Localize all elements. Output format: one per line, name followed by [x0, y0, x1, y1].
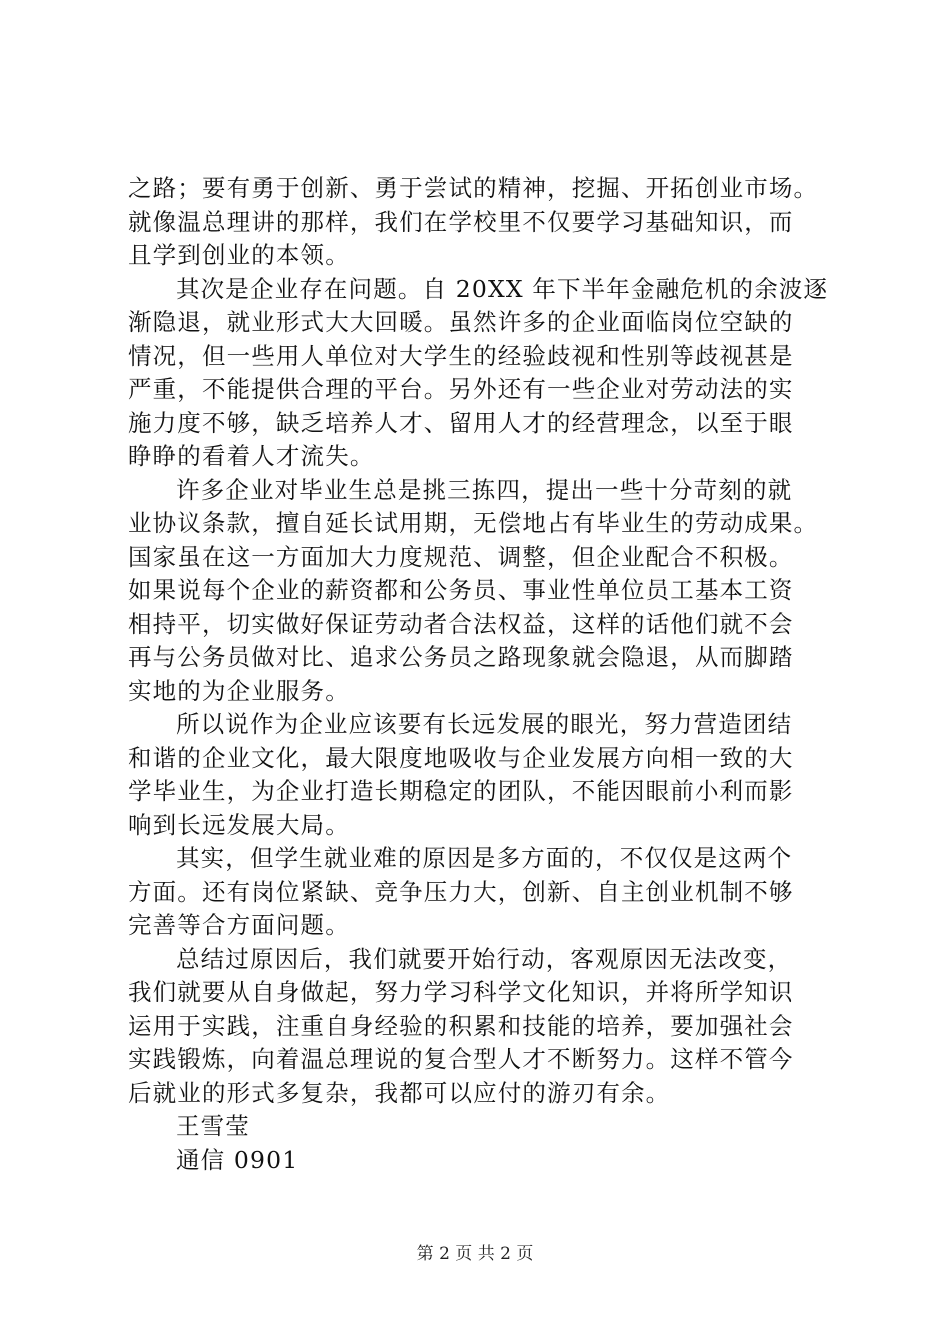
signature-name: 王雪莹	[176, 1112, 250, 1140]
text-line: 响到长远发展大局。	[128, 810, 350, 839]
text-line: 业协议条款，擅自延长试用期，无偿地占有毕业生的劳动成果。	[128, 509, 819, 537]
text-line: 如果说每个企业的薪资都和公务员、事业性单位员工基本工资	[128, 576, 794, 604]
text-line: 相持平，切实做好保证劳动者合法权益，这样的话他们就不会	[128, 609, 794, 638]
text-line: 就像温总理讲的那样，我们在学校里不仅要学习基础知识，而	[128, 207, 794, 236]
text-line: 实践锻炼，向着温总理说的复合型人才不断努力。这样不管今	[128, 1045, 794, 1073]
text-line: 且学到创业的本领。	[128, 241, 350, 269]
text-line: 方面。还有岗位紧缺、竞争压力大，创新、自主创业机制不够	[128, 877, 794, 906]
text-line: 情况，但一些用人单位对大学生的经验歧视和性别等歧视甚是	[128, 341, 794, 370]
text-line: 运用于实践，注重自身经验的积累和技能的培养，要加强社会	[128, 1011, 794, 1040]
text-line: 总结过原因后，我们就要开始行动，客观原因无法改变，	[176, 944, 793, 973]
text-line: 后就业的形式多复杂，我都可以应付的游刃有余。	[128, 1078, 671, 1107]
text-line: 其实，但学生就业难的原因是多方面的，不仅仅是这两个	[176, 844, 793, 872]
text-line: 睁睁的看着人才流失。	[128, 442, 375, 470]
text-line: 再与公务员做对比、追求公务员之路现象就会隐退，从而脚踏	[128, 643, 794, 671]
text-line: 完善等合方面问题。	[128, 911, 350, 939]
page-footer: 第 2 页 共 2 页	[416, 1244, 534, 1264]
text-line: 其次是企业存在问题。自 20XX 年下半年金融危机的余波逐	[176, 274, 829, 303]
text-line: 严重，不能提供合理的平台。另外还有一些企业对劳动法的实	[128, 375, 794, 403]
text-line: 之路；要有勇于创新、勇于尝试的精神，挖掘、开拓创业市场。	[128, 174, 819, 202]
text-line: 我们就要从自身做起，努力学习科学文化知识，并将所学知识	[128, 978, 794, 1006]
text-line: 和谐的企业文化，最大限度地吸收与企业发展方向相一致的大	[128, 743, 794, 772]
text-line: 施力度不够，缺乏培养人才、留用人才的经营理念，以至于眼	[128, 408, 794, 437]
text-line: 所以说作为企业应该要有长远发展的眼光，努力营造团结	[176, 710, 793, 738]
text-line: 国家虽在这一方面加大力度规范、调整，但企业配合不积极。	[128, 542, 794, 571]
signature-class: 通信 0901	[176, 1145, 299, 1174]
text-line: 许多企业对毕业生总是挑三拣四，提出一些十分苛刻的就	[176, 475, 793, 504]
text-line: 渐隐退，就业形式大大回暖。虽然许多的企业面临岗位空缺的	[128, 308, 794, 336]
text-line: 学毕业生，为企业打造长期稳定的团队，不能因眼前小利而影	[128, 777, 794, 805]
text-line: 实地的为企业服务。	[128, 676, 350, 705]
document-body	[128, 172, 848, 1177]
